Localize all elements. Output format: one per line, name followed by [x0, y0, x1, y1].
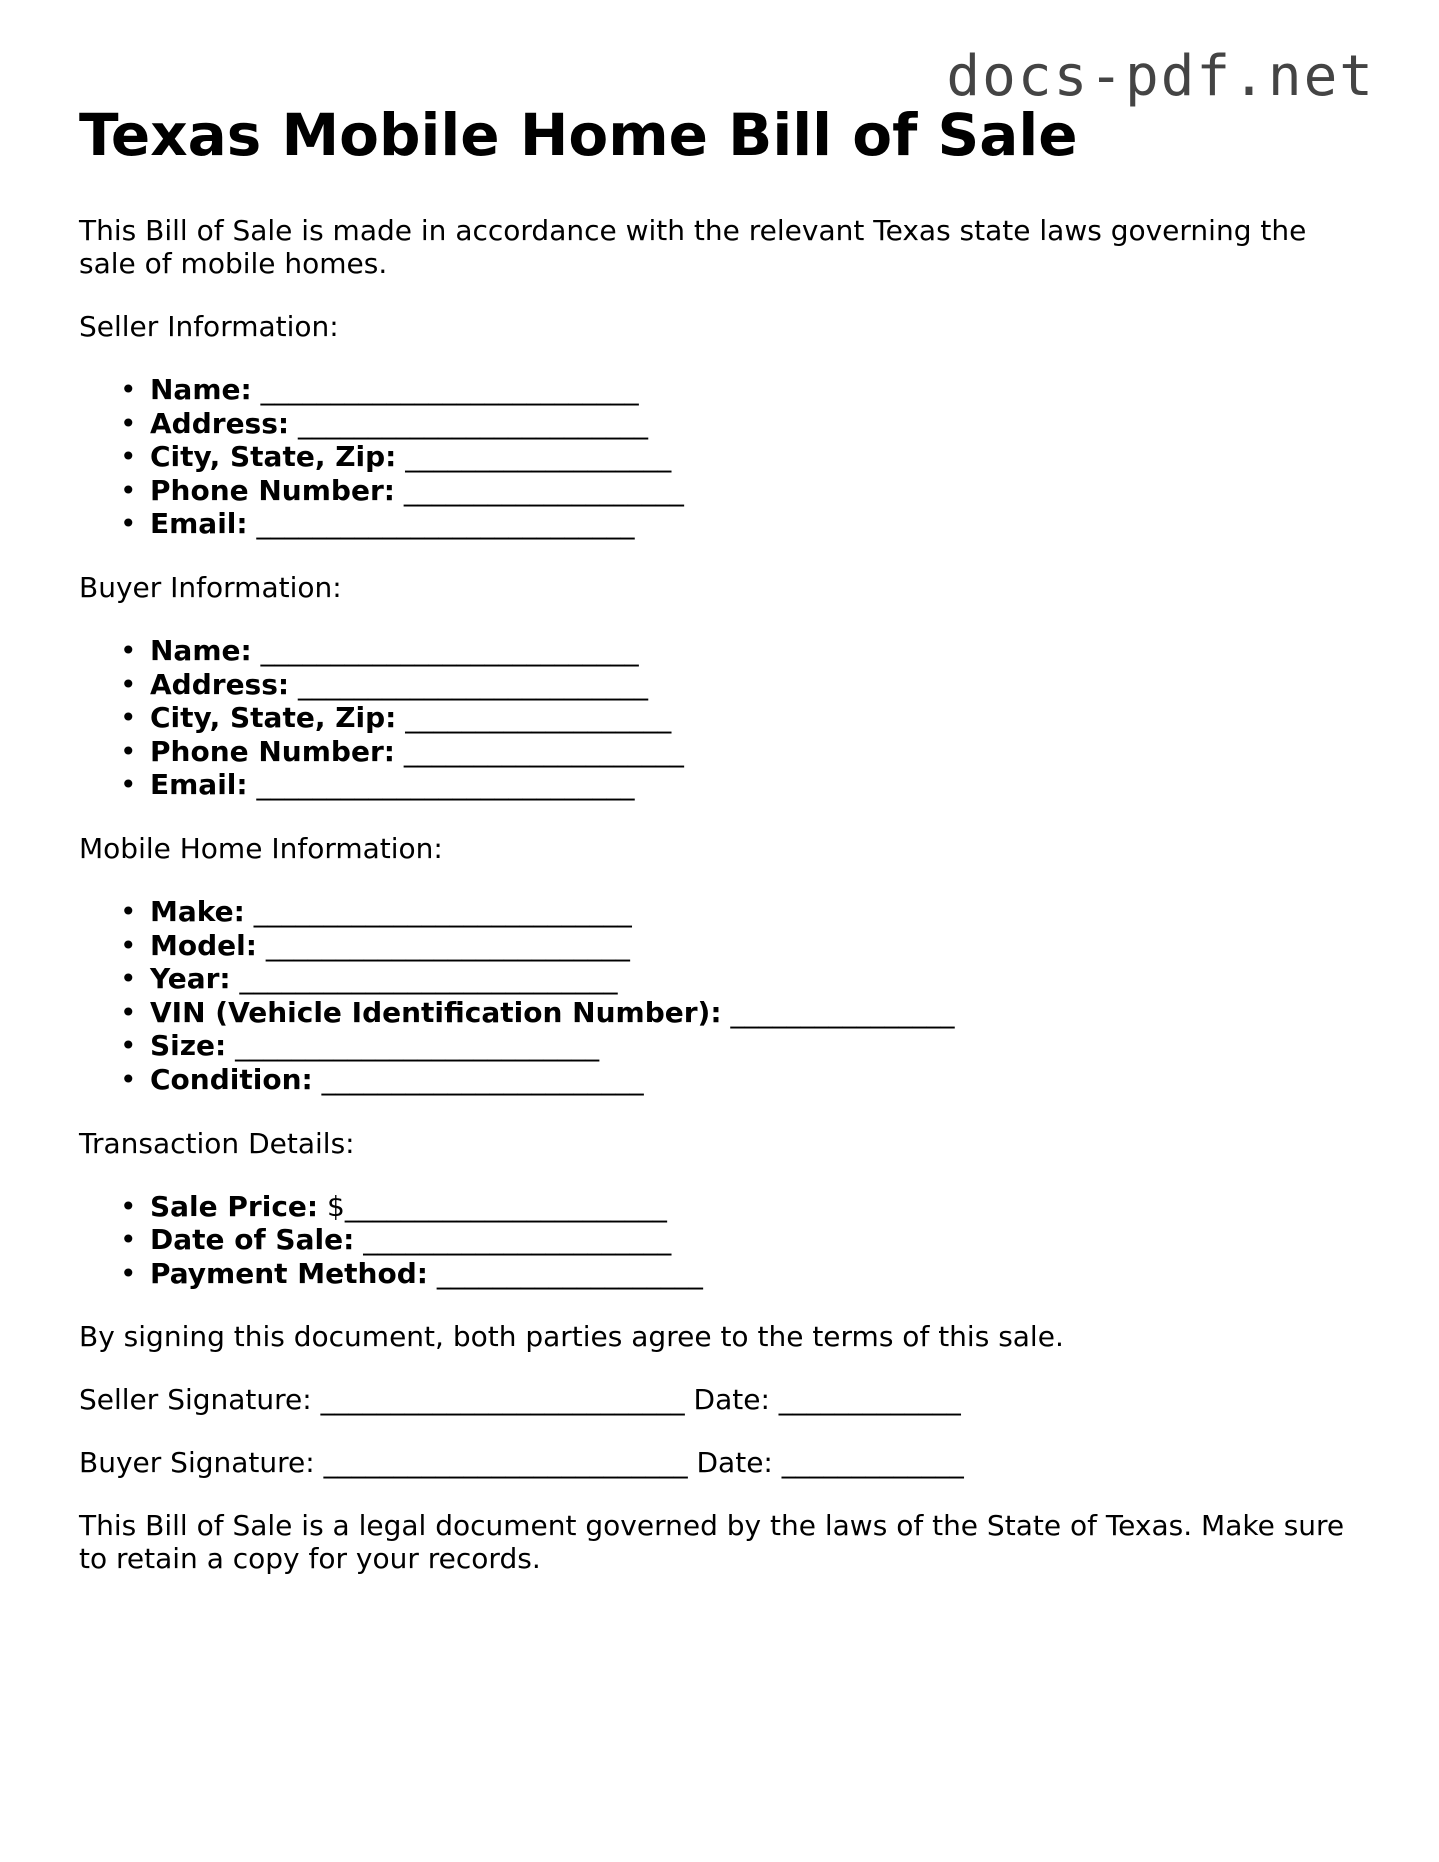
blank-line[interactable]: ___________________________	[239, 962, 618, 996]
buyer-signature-row	[79, 1446, 1369, 1479]
field-label: Address:	[150, 667, 290, 701]
buyer-signature-label: Buyer Signature:	[79, 1446, 315, 1480]
field-label: Phone Number:	[150, 473, 395, 507]
blank-line[interactable]: ___________________	[436, 1256, 703, 1290]
home-vin-field	[150, 996, 1369, 1030]
buyer-heading: Buyer Information:	[79, 570, 342, 604]
blank-line[interactable]: __________________________	[235, 1029, 600, 1063]
blank-line[interactable]: ______________________	[363, 1223, 672, 1257]
home-model-field	[150, 929, 1369, 963]
agreement-paragraph: By signing this document, both parties agree to the terms of this sale.	[79, 1320, 1064, 1354]
payment-method-field	[150, 1257, 1369, 1291]
field-label: Size:	[150, 1029, 227, 1063]
seller-heading: Seller Information:	[79, 310, 339, 343]
field-label: Condition:	[150, 1062, 313, 1096]
seller-name-field	[150, 373, 1369, 407]
field-label: Email:	[150, 768, 248, 802]
seller-city-state-zip-field	[150, 440, 1369, 474]
watermark: docs-pdf.net	[946, 44, 1375, 109]
seller-signature-line[interactable]: __________________________	[320, 1383, 685, 1417]
home-fields	[79, 895, 1369, 1097]
field-label: Payment Method:	[150, 1256, 428, 1290]
seller-signature-label: Seller Signature:	[79, 1383, 312, 1417]
buyer-name-field	[150, 634, 1369, 668]
date-of-sale-field	[150, 1223, 1369, 1257]
buyer-fields	[79, 634, 1369, 802]
seller-date-line[interactable]: _____________	[778, 1383, 961, 1417]
buyer-signature-line[interactable]: __________________________	[323, 1446, 688, 1480]
blank-line[interactable]: _________________________	[298, 406, 648, 440]
intro-paragraph: This Bill of Sale is made in accordance with the relevant Texas state laws governing the sale of mobile homes.	[79, 214, 1307, 280]
blank-line[interactable]: ____________________	[403, 473, 684, 507]
sale-price-field	[150, 1190, 1369, 1224]
buyer-city-state-zip-field	[150, 701, 1369, 735]
blank-line[interactable]: $_______________________	[327, 1189, 667, 1223]
field-label: Sale Price:	[150, 1189, 319, 1223]
buyer-date-line[interactable]: _____________	[781, 1446, 964, 1480]
home-condition-field	[150, 1063, 1369, 1097]
blank-line[interactable]: ________________	[730, 995, 955, 1029]
field-label: Name:	[150, 633, 252, 667]
home-year-field	[150, 962, 1369, 996]
buyer-address-field	[150, 668, 1369, 702]
field-label: Name:	[150, 373, 252, 406]
field-label: City, State, Zip:	[150, 701, 397, 735]
footer-paragraph: This Bill of Sale is a legal document governed by the laws of the State of Texas. Make sure to retain a copy for your records.	[79, 1509, 1345, 1576]
blank-line[interactable]: __________________________	[265, 928, 630, 962]
field-label: Make:	[150, 894, 245, 928]
blank-line[interactable]: ___________________	[405, 440, 672, 474]
blank-line[interactable]: ___________________________	[260, 373, 639, 406]
field-label: City, State, Zip:	[150, 440, 397, 474]
home-size-field	[150, 1029, 1369, 1063]
blank-line[interactable]: _______________________	[321, 1062, 644, 1096]
buyer-phone-field	[150, 735, 1369, 769]
seller-signature-row	[79, 1383, 1369, 1416]
seller-email-field	[150, 507, 1369, 541]
seller-phone-field	[150, 474, 1369, 508]
seller-fields	[79, 373, 1369, 541]
blank-line[interactable]: ___________________________	[256, 768, 635, 802]
field-label: Address:	[150, 406, 290, 440]
home-make-field	[150, 895, 1369, 929]
seller-address-field	[150, 407, 1369, 441]
field-label: Model:	[150, 928, 257, 962]
buyer-date-label: Date:	[696, 1446, 773, 1480]
blank-line[interactable]: ___________________	[405, 701, 672, 735]
blank-line[interactable]: _________________________	[298, 667, 648, 701]
field-label: Year:	[150, 962, 231, 996]
field-label: Date of Sale:	[150, 1223, 355, 1257]
transaction-heading: Transaction Details:	[79, 1126, 355, 1160]
transaction-fields	[79, 1190, 1369, 1291]
field-label: VIN (Vehicle Identification Number):	[150, 995, 722, 1029]
page-title: Texas Mobile Home Bill of Sale	[79, 101, 1078, 169]
blank-line[interactable]: ___________________________	[256, 507, 635, 541]
field-label: Email:	[150, 507, 248, 541]
buyer-email-field	[150, 768, 1369, 802]
document-page	[79, 100, 1369, 1605]
blank-line[interactable]: ___________________________	[260, 633, 639, 667]
home-heading: Mobile Home Information:	[79, 831, 443, 865]
field-label: Phone Number:	[150, 734, 395, 768]
seller-date-label: Date:	[693, 1383, 770, 1417]
blank-line[interactable]: ___________________________	[253, 894, 632, 928]
blank-line[interactable]: ____________________	[403, 734, 684, 768]
